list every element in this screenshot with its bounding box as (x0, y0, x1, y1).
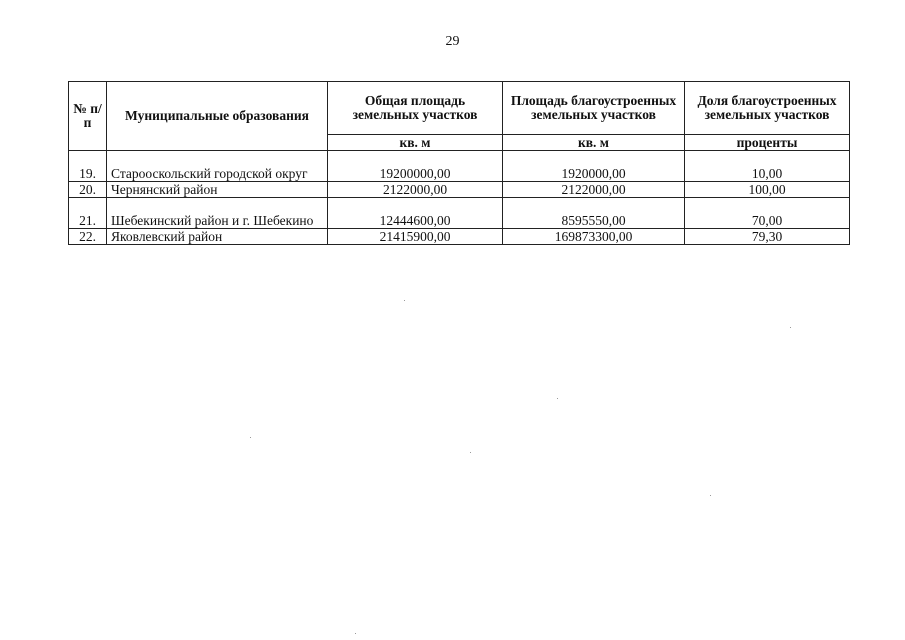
header-improved-area: Площадь благоустроенных земельных участков (503, 82, 685, 135)
row-total-area: 19200000,00 (328, 151, 503, 182)
row-total-area: 12444600,00 (328, 198, 503, 229)
unit-improved-area: кв. м (503, 135, 685, 151)
row-municipality: Чернянский район (107, 182, 328, 198)
scan-speck (250, 437, 251, 438)
page-number: 29 (445, 34, 460, 49)
table-row (69, 229, 850, 245)
row-municipality: Яковлевский район (107, 229, 328, 245)
row-improved-share: 10,00 (685, 151, 850, 182)
row-improved-area: 169873300,00 (503, 229, 685, 245)
table-row (69, 151, 850, 182)
row-number: 20. (69, 182, 107, 198)
row-improved-share: 70,00 (685, 198, 850, 229)
table-header-row (69, 82, 850, 135)
header-municipality: Муниципальные образования (107, 82, 328, 151)
scan-speck (710, 495, 711, 496)
row-total-area: 21415900,00 (328, 229, 503, 245)
scan-speck (557, 398, 558, 399)
table-row (69, 198, 850, 229)
scan-speck (355, 633, 356, 634)
land-plots-table (68, 81, 850, 245)
row-improved-share: 79,30 (685, 229, 850, 245)
unit-improved-share: проценты (685, 135, 850, 151)
row-improved-area: 2122000,00 (503, 182, 685, 198)
unit-total-area: кв. м (328, 135, 503, 151)
row-municipality: Шебекинский район и г. Шебекино (107, 198, 328, 229)
row-improved-area: 8595550,00 (503, 198, 685, 229)
header-number: № п/п (69, 82, 107, 151)
table-row (69, 182, 850, 198)
scan-speck (790, 327, 791, 328)
row-municipality: Старооскольский городской округ (107, 151, 328, 182)
row-number: 21. (69, 198, 107, 229)
row-number: 19. (69, 151, 107, 182)
row-number: 22. (69, 229, 107, 245)
header-total-area: Общая площадь земельных участков (328, 82, 503, 135)
row-total-area: 2122000,00 (328, 182, 503, 198)
row-improved-share: 100,00 (685, 182, 850, 198)
scan-speck (404, 300, 405, 301)
header-improved-share: Доля благоустроенных земельных участков (685, 82, 850, 135)
row-improved-area: 1920000,00 (503, 151, 685, 182)
scan-speck (470, 452, 471, 453)
